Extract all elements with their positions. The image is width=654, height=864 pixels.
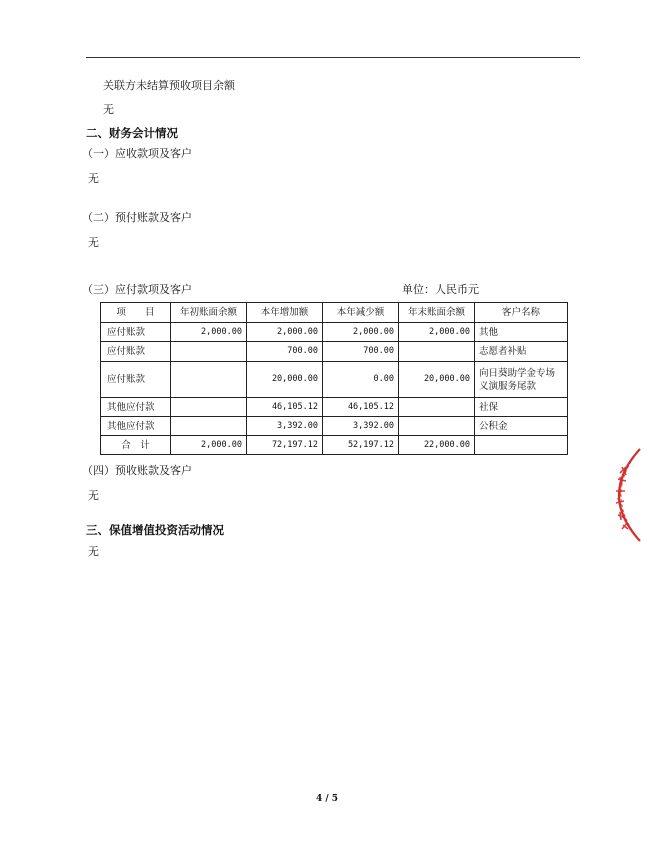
header-rule [86, 57, 580, 58]
related-unsettled-title: 关联方未结算预收项目余额 [103, 79, 235, 92]
receivables-content: 无 [88, 172, 99, 185]
row-decrease: 0.00 [323, 362, 399, 398]
row-item: 应付账款 [101, 362, 171, 398]
payables-title: （三）应付款项及客户 [82, 283, 192, 296]
total-begin: 2,000.00 [171, 436, 247, 455]
prepayments-content: 无 [88, 236, 99, 249]
total-end: 22,000.00 [399, 436, 475, 455]
row-end: 20,000.00 [399, 362, 475, 398]
row-end [399, 417, 475, 436]
table-header-row [101, 303, 568, 323]
row-increase: 20,000.00 [247, 362, 323, 398]
section3-heading: 三、保值增值投资活动情况 [86, 523, 224, 537]
row-customer: 向日葵助学金专场义演服务尾款 [475, 362, 568, 398]
prepayments-title: （二）预付账款及客户 [82, 211, 192, 224]
row-decrease: 46,105.12 [323, 398, 399, 417]
row-item: 其他应付款 [101, 417, 171, 436]
row-begin [171, 362, 247, 398]
row-customer: 公积金 [475, 417, 568, 436]
row-end: 2,000.00 [399, 323, 475, 342]
table-row [101, 398, 568, 417]
row-increase: 46,105.12 [247, 398, 323, 417]
row-end [399, 342, 475, 362]
stamp-seal-icon [596, 445, 646, 545]
row-increase: 700.00 [247, 342, 323, 362]
col-header-end: 年末账面余额 [399, 303, 475, 323]
col-header-increase: 本年增加额 [247, 303, 323, 323]
table-total-row [101, 436, 568, 455]
advance-receipts-content: 无 [88, 489, 99, 502]
total-increase: 72,197.12 [247, 436, 323, 455]
row-begin [171, 417, 247, 436]
col-header-customer: 客户名称 [475, 303, 568, 323]
related-unsettled-content: 无 [103, 103, 114, 116]
row-customer: 社保 [475, 398, 568, 417]
row-customer: 志愿者补贴 [475, 342, 568, 362]
row-begin: 2,000.00 [171, 323, 247, 342]
payables-unit: 单位：人民币元 [402, 283, 479, 296]
row-item: 应付账款 [101, 323, 171, 342]
total-decrease: 52,197.12 [323, 436, 399, 455]
row-item: 应付账款 [101, 342, 171, 362]
total-label: 合 计 [101, 436, 171, 455]
col-header-item: 项 目 [101, 303, 171, 323]
col-header-begin: 年初账面余额 [171, 303, 247, 323]
row-decrease: 3,392.00 [323, 417, 399, 436]
receivables-title: （一）应收款项及客户 [82, 147, 192, 160]
page-number: 4 / 5 [315, 794, 339, 804]
advance-receipts-title: （四）预收账款及客户 [82, 464, 192, 477]
row-begin [171, 342, 247, 362]
table-row [101, 342, 568, 362]
row-increase: 3,392.00 [247, 417, 323, 436]
table-row [101, 362, 568, 398]
row-decrease: 2,000.00 [323, 323, 399, 342]
row-increase: 2,000.00 [247, 323, 323, 342]
row-begin [171, 398, 247, 417]
row-item: 其他应付款 [101, 398, 171, 417]
table-row [101, 417, 568, 436]
row-end [399, 398, 475, 417]
row-decrease: 700.00 [323, 342, 399, 362]
payables-table [100, 302, 568, 455]
total-customer [475, 436, 568, 455]
row-customer: 其他 [475, 323, 568, 342]
table-row [101, 323, 568, 342]
col-header-decrease: 本年减少额 [323, 303, 399, 323]
section2-heading: 二、财务会计情况 [86, 126, 178, 140]
section3-content: 无 [88, 545, 99, 558]
